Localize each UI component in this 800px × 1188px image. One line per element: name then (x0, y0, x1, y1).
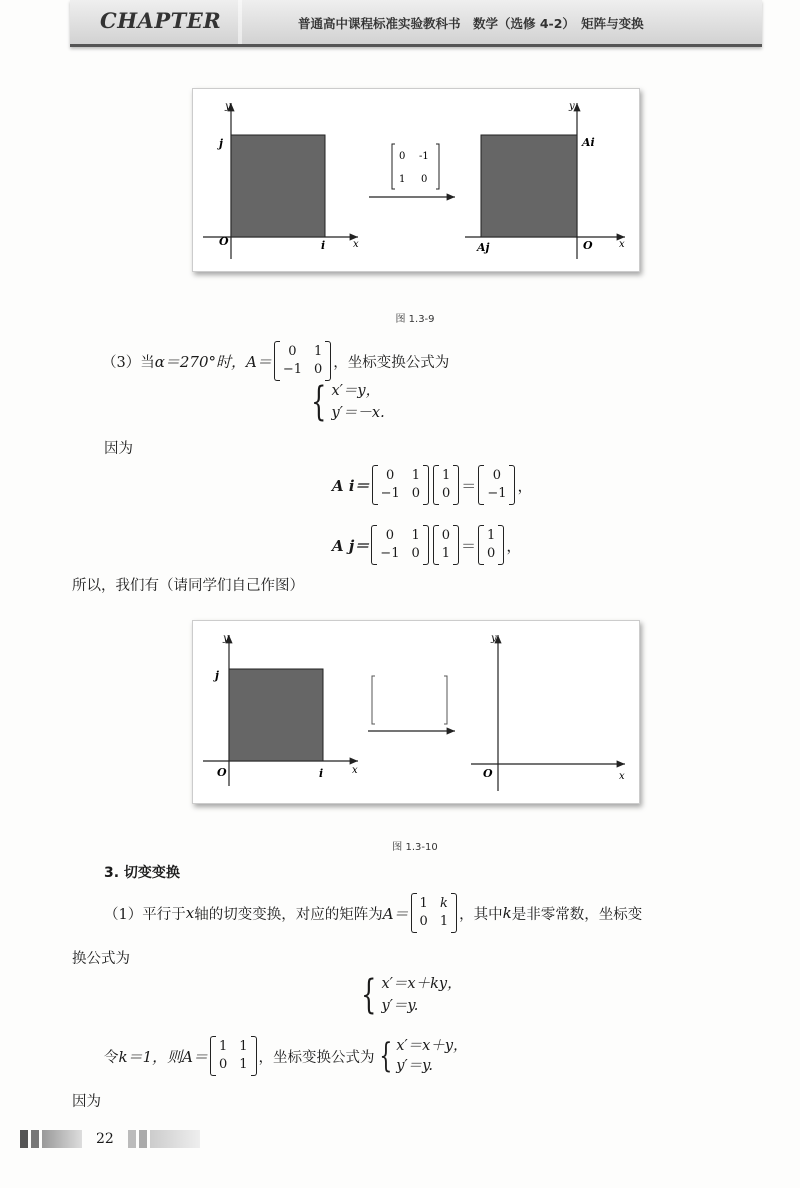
left-square (231, 135, 325, 237)
empty-matrix-right-bracket (444, 676, 447, 724)
right-y-label: y (491, 633, 497, 644)
matrix-cell-01: -1 (419, 151, 429, 162)
item3-line (102, 341, 449, 381)
left-i-label: i (321, 239, 326, 252)
empty-matrix-left-bracket (372, 676, 375, 724)
item3-prefix: （3）当 (102, 354, 155, 371)
item3-case2: y′＝－x. (331, 405, 385, 421)
section3-p1: （1）平行于 x 轴的切变变换，对应的矩阵为 A＝ 1 k 0 1 ，其中 k 是非零常数，坐标变 (104, 893, 642, 933)
left-square (229, 669, 323, 761)
page-number: 22 (96, 1131, 114, 1147)
figure-1-3-9-diagram (193, 89, 639, 271)
section-3-heading: 3. 切变变换 (104, 865, 180, 881)
figure-2-caption: 图 1.3-10 (392, 842, 438, 853)
matrix-cell-10: 1 (399, 174, 406, 185)
right-aj-label: Aj (477, 241, 490, 254)
section3-p1-cont: 换公式为 (72, 951, 130, 967)
figure-1-3-10-diagram (193, 621, 639, 803)
page-footer (20, 1130, 200, 1148)
left-o-label: O (217, 766, 227, 779)
figure-1-3-10 (192, 620, 640, 804)
page-header (70, 0, 762, 47)
right-o-label: O (583, 239, 593, 252)
item3-suffix: ，坐标变换公式为 (333, 354, 450, 371)
left-j-label: j (219, 137, 223, 150)
chapter-label: CHAPTER (100, 8, 222, 33)
eq-aj: A j＝ 0 1 −1 0 0 1 ＝ 1 0 ， (332, 525, 521, 565)
left-x-label: x (352, 765, 358, 776)
item3-a-eq: A＝ (246, 352, 272, 371)
left-y-label: y (223, 633, 229, 644)
shear-matrix: 1 k 0 1 (411, 893, 458, 933)
right-x-label: x (619, 239, 625, 250)
left-x-label: x (353, 239, 359, 250)
right-x-label: x (619, 771, 625, 782)
so-text: 所以，我们有（请同学们自己作图） (72, 578, 304, 594)
item3-matrix: 0 1 −1 0 (274, 341, 331, 381)
book-title: 普通高中课程标准实验教科书 数学（选修 4-2） 矩阵与变换 (298, 16, 644, 31)
because-2: 因为 (72, 1094, 101, 1110)
eq-ai: A i＝ 0 1 −1 0 1 0 ＝ 0 −1 ， (332, 465, 533, 505)
because-1: 因为 (104, 441, 133, 457)
item3-case1: x′＝y， (331, 383, 381, 399)
section3-cases: { x′＝x＋ky， y′＝y. (361, 972, 462, 1018)
figure-1-3-9 (192, 88, 640, 272)
left-i-label: i (319, 767, 324, 780)
item3-alpha: α＝270°时， (154, 352, 246, 371)
left-j-label: j (215, 669, 219, 682)
right-y-label: y (569, 101, 575, 112)
figure-1-caption: 图 1.3-9 (395, 314, 435, 325)
right-ai-label: Ai (582, 136, 595, 149)
matrix-cell-11: 0 (421, 174, 428, 185)
matrix-cell-00: 0 (399, 151, 406, 162)
header-divider (238, 0, 242, 44)
section3-p2: 令 k＝1，则 A＝ 1 1 0 1 ，坐标变换公式为 { x′＝x＋y， y′＝y. (104, 1036, 468, 1076)
left-o-label: O (219, 235, 229, 248)
left-y-label: y (225, 101, 231, 112)
right-square (481, 135, 577, 237)
item3-cases: { x′＝y， y′＝－x. (311, 379, 385, 425)
right-o-label: O (483, 767, 493, 780)
